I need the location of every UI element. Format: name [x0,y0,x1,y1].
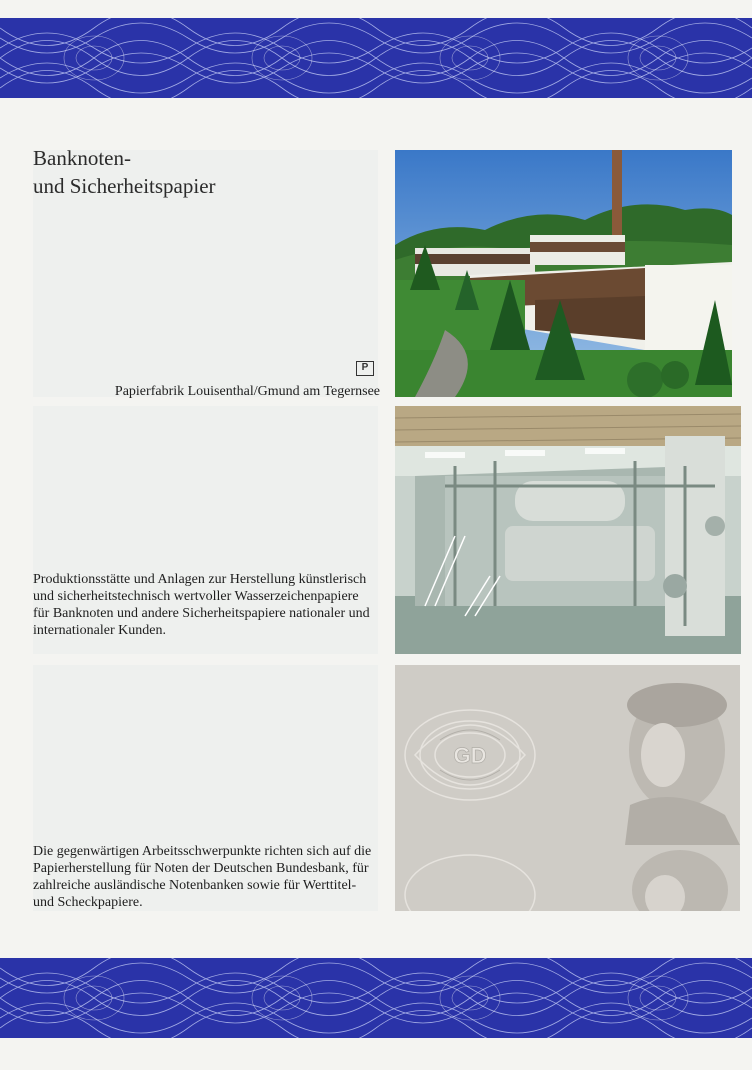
guilloche-pattern-bottom [0,958,752,1038]
top-guilloche-band [0,18,752,98]
watermark-sample-photo [395,665,740,911]
guilloche-pattern-top [0,18,752,98]
production-paragraph: Produktionsstätte und Anlagen zur Herstellung künstlerisch und sicherheitstechnisch wertvoller Wasserzeichenpapiere für Banknoten und andere Sicherheitspapiere nationaler und internationaler Kunden. [33,572,370,638]
svg-text:GD: GD [453,743,487,768]
paper-machine-photo [395,406,741,654]
title-line-1: Banknoten- [33,146,131,170]
bottom-guilloche-band [0,958,752,1038]
factory-photo-caption: Papierfabrik Louisenthal/Gmund am Tegernsee [114,384,380,399]
page-title [33,144,216,200]
factory-photo [395,150,732,397]
title-line-2: und Sicherheitspapier [33,174,216,198]
publisher-logo: P [356,361,374,376]
focus-paragraph: Die gegenwärtigen Arbeitsschwerpunkte richten sich auf die Papierherstellung für Noten der Deutschen Bundesbank, für zahlreiche ausländische Notenbanken sowie für Werttitel- und Scheckpapiere. [33,844,372,910]
